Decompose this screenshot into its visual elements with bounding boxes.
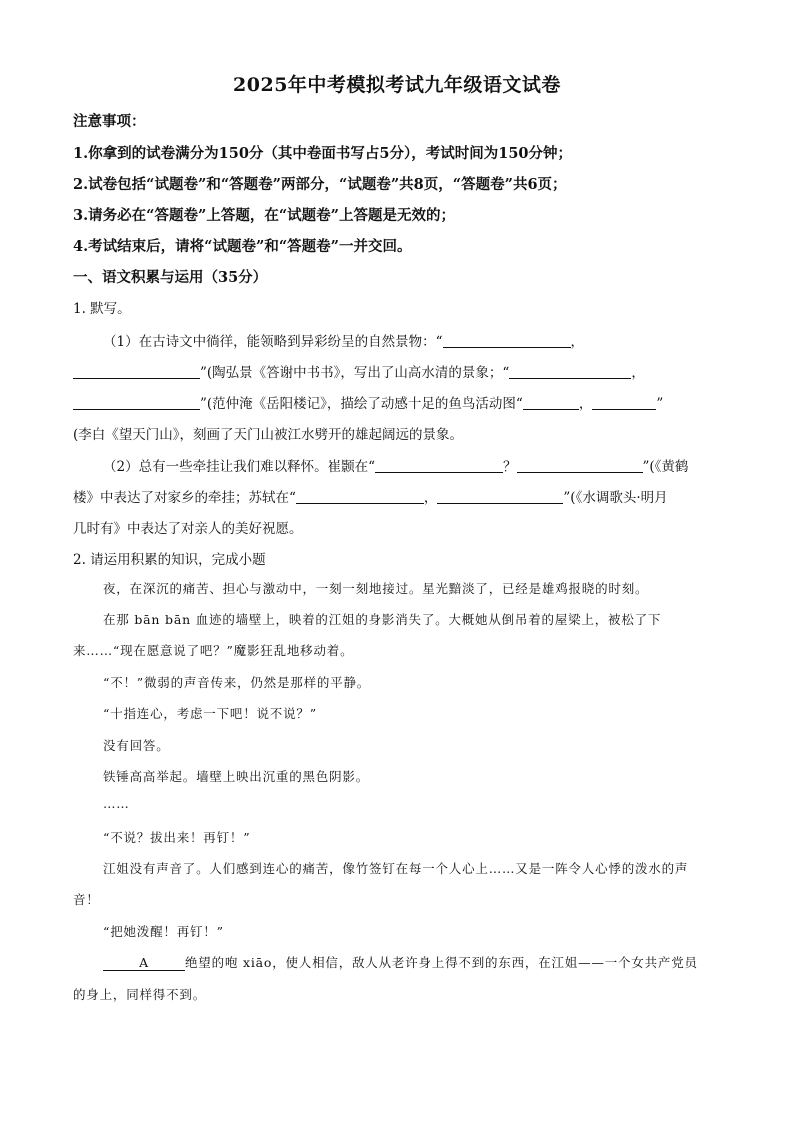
q1-p2-text-f: ”(《水调歌头·明月	[563, 490, 668, 506]
q1-p1-text-a: （1）在古诗文中徜徉，能领略到异彩纷呈的自然景物：“	[103, 334, 443, 350]
q1-p1-text-b: ，	[570, 334, 584, 350]
passage-line-14: 的身上，同样得不到。	[73, 987, 207, 1002]
passage-line-1: 夜，在深沉的痛苦、担心与激动中，一刻一刻地接过。星光黯淡了，已经是雄鸡报晓的时刻。	[103, 581, 649, 596]
q1-part2-line1	[103, 455, 688, 475]
q1-p2-text-a: （2）总有一些牵挂让我们难以释怀。崔颢在“	[103, 459, 375, 475]
answer-blank[interactable]	[517, 458, 643, 473]
passage-line-3: 来……“现在愿意说了吧？”魔影狂乱地移动着。	[73, 643, 354, 658]
passage-line-8: ……	[103, 796, 130, 811]
q1-p1-text-e: ”(范仲淹《岳阳楼记》，描绘了动感十足的鱼鸟活动图“	[200, 396, 523, 412]
answer-blank[interactable]	[509, 364, 631, 379]
answer-blank[interactable]	[296, 489, 424, 504]
q1-p2-text-c: ”(《黄鹤	[642, 459, 689, 475]
q1-part2-line2	[73, 486, 668, 506]
passage-line-6: 没有回答。	[103, 738, 170, 753]
passage-line-11: 音！	[73, 892, 100, 907]
q1-p2-text-e: ，	[423, 490, 438, 506]
notice-item-2: 2.试卷包括“试题卷”和“答题卷”两部分，“试题卷”共8页，“答题卷”共6页；	[73, 176, 567, 193]
passage-line-10: 江姐没有声音了。人们感到连心的痛苦，像竹签钉在每一个人心上……又是一阵令人心悸的泼水的声	[103, 861, 689, 876]
answer-blank[interactable]	[73, 395, 200, 410]
q1-p2-text-d: 楼》中表达了对家乡的牵挂；苏轼在“	[73, 490, 296, 506]
q1-p1-text-f: ，	[578, 396, 593, 412]
notice-item-4: 4.考试结束后，请将“试题卷”和“答题卷”一并交回。	[73, 238, 412, 255]
answer-blank[interactable]	[443, 333, 571, 348]
question-1-label: 1. 默写。	[73, 301, 131, 317]
q1-part1-line3	[73, 392, 663, 412]
q1-part1-line2	[73, 361, 645, 381]
question-2-label: 2. 请运用积累的知识，完成小题	[73, 552, 266, 568]
passage-line-7: 铁锤高高举起。墙壁上映出沉重的黑色阴影。	[103, 769, 370, 784]
answer-blank[interactable]	[375, 458, 503, 473]
q1-p1-text-g: ”	[656, 396, 664, 412]
q1-part1-line4: (李白《望天门山》，刻画了天门山被江水劈开的雄起阔远的景象。	[73, 427, 464, 443]
passage-line-2: 在那 bān bān 血迹的墙壁上，映着的江姐的身影消失了。大概她从倒吊着的屋梁上，被松了下	[103, 612, 662, 627]
page-title: 2025年中考模拟考试九年级语文试卷	[233, 74, 561, 96]
q1-part1-line1	[103, 330, 584, 350]
notice-item-1: 1.你拿到的试卷满分为150分（其中卷面书写占5分），考试时间为150分钟；	[73, 145, 573, 162]
passage-line-9: “不说？拔出来！再钉！”	[103, 830, 251, 845]
notice-item-3: 3.请务必在“答题卷”上答题，在“试题卷”上答题是无效的；	[73, 207, 455, 224]
q1-p1-text-d: ，	[631, 365, 645, 381]
passage-line-13	[103, 953, 698, 971]
notice-heading: 注意事项：	[73, 113, 146, 130]
answer-blank[interactable]	[523, 395, 579, 410]
section-heading: 一、语文积累与运用（35分）	[73, 269, 268, 286]
q1-part2-line3: 几时有》中表达了对亲人的美好祝愿。	[73, 521, 303, 537]
q1-p2-text-b: ？	[503, 459, 517, 475]
passage-line-4: “不！”微弱的声音传来，仍然是那样的平静。	[103, 675, 371, 690]
passage-line-5: “十指连心，考虑一下吧！说不说？”	[103, 706, 317, 721]
passage-line-12: “把她泼醒！再钉！”	[103, 924, 224, 939]
q1-p1-text-c: ”(陶弘景《答谢中书书》，写出了山高水清的景象；“	[200, 365, 510, 381]
answer-blank[interactable]	[73, 364, 200, 379]
passage-line-13-text: 绝望的咆 xiāo，使人相信，敌人从老许身上得不到的东西，在江姐——一个女共产党员	[185, 955, 698, 970]
answer-blank[interactable]	[437, 489, 563, 504]
answer-blank[interactable]	[592, 395, 656, 410]
blank-a[interactable]: A	[103, 955, 185, 971]
